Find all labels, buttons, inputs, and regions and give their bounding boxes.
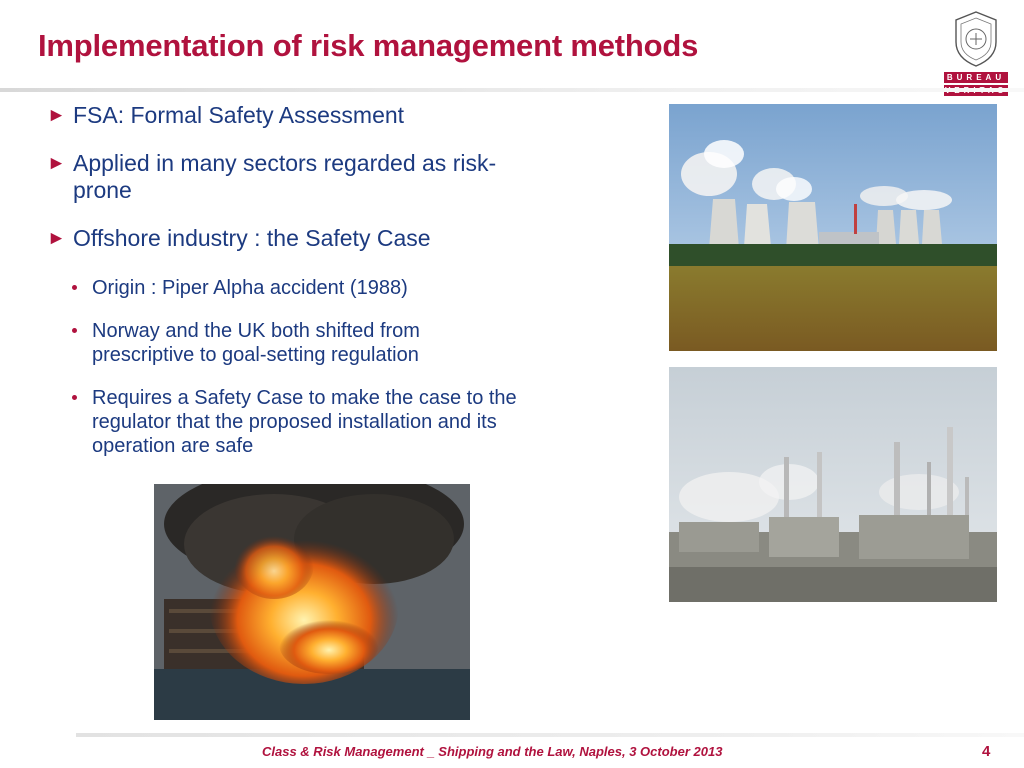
sub-bullet-list xyxy=(72,276,572,477)
page-number: 4 xyxy=(982,743,991,760)
seal-icon xyxy=(952,10,1000,68)
piper-alpha-fire-photo xyxy=(154,484,470,720)
bullet-item: ► Offshore industry : the Safety Case xyxy=(47,225,431,251)
arrow-bullet-icon: ► xyxy=(47,153,66,174)
main-bullet-list xyxy=(47,102,587,273)
arrow-bullet-icon: ► xyxy=(47,228,66,249)
title-divider xyxy=(0,88,1024,92)
footer-text: Class & Risk Management _ Shipping and the Law, Naples, 3 October 2013 xyxy=(262,744,723,759)
sub-bullet-item: Origin : Piper Alpha accident (1988) xyxy=(72,276,572,300)
sub-bullet-item: Requires a Safety Case to make the case to the regulator that the proposed installation and its operation are safe xyxy=(72,386,572,458)
slide-title: Implementation of risk management methods xyxy=(38,28,699,63)
dot-bullet-icon xyxy=(72,395,77,400)
sub-bullet-item: Norway and the UK both shifted from prescriptive to goal-setting regulation xyxy=(72,319,572,367)
logo-word-bureau: BUREAU xyxy=(944,72,1008,83)
dot-bullet-icon xyxy=(72,285,77,290)
bureau-veritas-logo xyxy=(944,10,1008,92)
refinery-photo xyxy=(669,367,997,602)
footer-divider xyxy=(76,733,1024,737)
bullet-item: ► Applied in many sectors regarded as risk-prone xyxy=(47,150,497,203)
dot-bullet-icon xyxy=(72,328,77,333)
bullet-item: ► FSA: Formal Safety Assessment xyxy=(47,102,405,128)
arrow-bullet-icon: ► xyxy=(47,105,66,126)
cooling-towers-photo xyxy=(669,104,997,351)
